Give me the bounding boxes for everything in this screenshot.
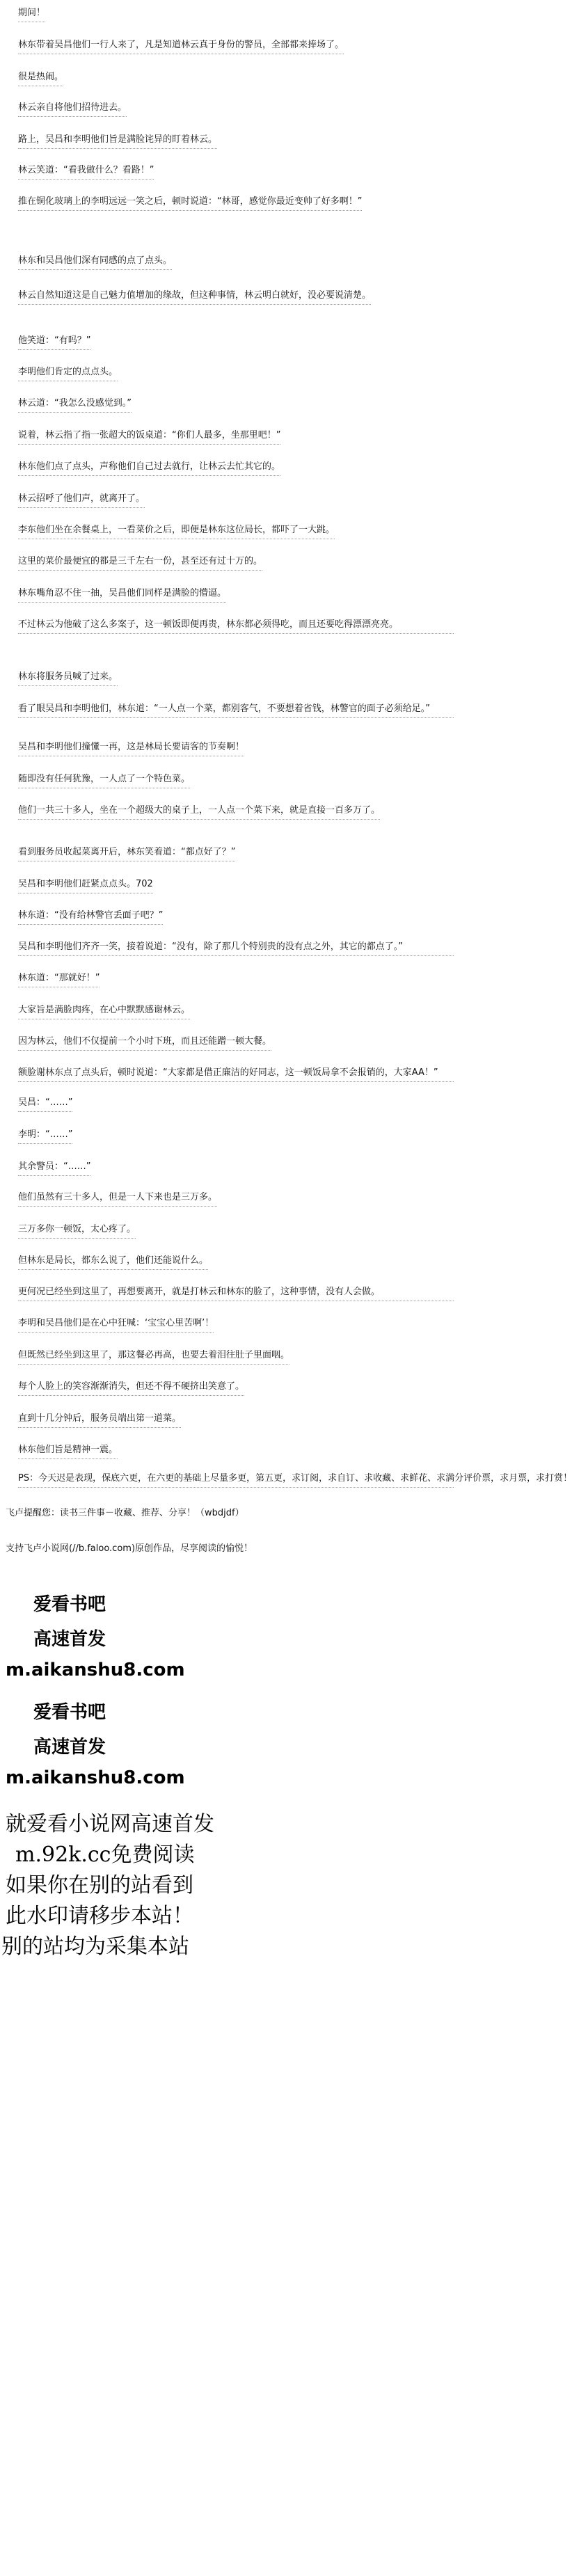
watermark-notice-line: 就爱看小说网高速首发 (6, 1812, 214, 1836)
chapter-line (18, 285, 505, 306)
chapter-line (18, 97, 505, 118)
chapter-line-text: PS：今天迟是表现，保底六更，在六更的基础上尽量多更，第五更，求订阅，求自订、求收藏、求鲜花、求满分评价票，求月票，求打赏！ (18, 1470, 454, 1488)
chapter-line (18, 968, 505, 989)
promo1-line: 高速首发 (33, 1629, 106, 1650)
watermark-notice-line: 此水印请移步本站！ (6, 1904, 193, 1928)
chapter-line-text: 看了眼吴昌和李明他们，林东道：“一人点一个菜，都别客气，不要想着省钱，林警官的面子必须给足。” (18, 701, 454, 718)
chapter-line-text: 李明：“……” (18, 1127, 72, 1144)
watermark-notice-line: m.92k.cc免费阅读 (15, 1843, 195, 1867)
chapter-line-text: 林东他们旨是精神一震。 (18, 1442, 118, 1459)
chapter-line (18, 160, 505, 181)
chapter-line (18, 191, 505, 212)
chapter-line (18, 3, 505, 24)
chapter-line-text: 更何况已经坐到这里了，再想要离开，就是打林云和林东的脸了，这种事情，没有人会做。 (18, 1284, 454, 1301)
chapter-line-text: 看到服务员收起菜离开后，林东笑着道：“都点好了？” (18, 844, 235, 861)
chapter-line-text: 林云自然知道这是自己魅力值增加的缘故，但这种事情，林云明白就好，没必要说清楚。 (18, 287, 371, 305)
chapter-line-text: 林东道：“那就好！” (18, 970, 100, 987)
chapter-line-text: 大家旨是满脸肉疼，在心中默默感谢林云。 (18, 1002, 190, 1019)
chapter-line-text: 他们一共三十多人，坐在一个超级大的桌子上，一人点一个菜下来，就是直接一百多万了。 (18, 802, 380, 820)
chapter-line-text: 李东他们坐在余餐桌上，一看菜价之后，即便是林东这位局长，都吓了一大跳。 (18, 522, 335, 539)
chapter-line (18, 1440, 505, 1461)
chapter-line (18, 362, 505, 383)
promo1-line: 爱看书吧 (33, 1594, 106, 1615)
chapter-line (18, 1250, 505, 1271)
chapter-line-text: 直到十几分钟后，服务员端出第一道菜。 (18, 1410, 181, 1428)
chapter-line-text: 但既然已经坐到这里了，那这餐必再高，也要去着泪往肚子里面咽。 (18, 1347, 289, 1365)
chapter-line (18, 129, 505, 150)
chapter-line (18, 1031, 505, 1052)
chapter-line (18, 1282, 505, 1303)
chapter-line-text: 他们虽然有三十多人，但是一人下来也是三万多。 (18, 1189, 217, 1207)
chapter-line (18, 1219, 505, 1240)
chapter-line-text: 李明和吴昌他们是在心中狂喊：‘宝宝心里苦啊’！ (18, 1315, 214, 1333)
chapter-line (18, 699, 505, 719)
chapter-line (18, 800, 505, 821)
chapter-line (18, 1345, 505, 1366)
promo1-line: m.aikanshu8.com (6, 1660, 185, 1680)
promo2-line: 高速首发 (33, 1737, 106, 1758)
chapter-line-text: 其余警员：“……” (18, 1159, 90, 1176)
promo2-line: m.aikanshu8.com (6, 1767, 185, 1788)
chapter-line-text: 额脸谢林东点了点头后，顿时说道：“大家都是借正廉洁的好同志，这一顿饭局拿不会报销的，大家AA！” (18, 1065, 454, 1082)
chapter-line-text: 林东将服务员喊了过来。 (18, 669, 118, 686)
chapter-line-text: 飞卢提醒您：读书三件事－收藏、推荐、分享！（wbdjdf） (6, 1508, 244, 1518)
chapter-line (18, 1156, 505, 1177)
chapter-line-text: 但林东是局长，都东么说了，他们还能说什么。 (18, 1253, 208, 1270)
chapter-line (18, 456, 505, 477)
chapter-line (18, 35, 505, 56)
chapter-line (18, 769, 505, 790)
chapter-line (18, 874, 505, 895)
chapter-line-text: 林东他们点了点头，声称他们自己过去就行，让林云去忙其它的。 (18, 459, 280, 476)
chapter-line (18, 842, 505, 863)
chapter-line (18, 1313, 505, 1334)
chapter-line-text: 林东道：“没有给林警官丢面子吧？” (18, 907, 163, 925)
chapter-line-text: 林东带着吴昌他们一行人来了，凡是知道林云真于身份的警员，全部都来捧场了。 (18, 37, 344, 54)
chapter-line (18, 1063, 505, 1083)
chapter-line-text: 期间！ (18, 5, 45, 22)
chapter-line-text: 很是热闹。 (18, 69, 63, 86)
chapter-line (18, 1124, 505, 1145)
chapter-line-text: 吴昌：“……” (18, 1095, 72, 1112)
chapter-line (18, 251, 505, 271)
chapter-line (18, 520, 505, 541)
chapter-line-text: 推在铜化玻璃上的李明远远一笑之后，顿时说道：“林哥，感觉你最近变帅了好多啊！” (18, 193, 362, 211)
chapter-line-text: 不过林云为他破了这么多案子，这一顿饭即便再贵，林东都必须得吃，而且还要吃得漂漂亮亮。 (18, 617, 454, 634)
chapter-line-text: 李明他们肯定的点点头。 (18, 364, 118, 381)
chapter-line-text: 他笑道：“有吗？” (18, 333, 90, 350)
chapter-line (18, 488, 505, 509)
chapter-line-text: 说着，林云指了指一张超大的饭桌道：“你们人最多，坐那里吧！” (18, 427, 280, 445)
chapter-line-text: 林东嘴角忍不住一抽，吴昌他们同样是满脸的懵逼。 (18, 585, 226, 603)
chapter-line-text: 林云招呼了他们声，就离开了。 (18, 491, 145, 508)
chapter-line-text: 每个人脸上的笑容渐渐消失，但还不得不硬挤出笑意了。 (18, 1378, 244, 1396)
chapter-line (18, 905, 505, 926)
promo2-line: 爱看书吧 (33, 1702, 106, 1723)
chapter-line-text: 吴昌和李明他们赶紧点点头。702 (18, 876, 153, 893)
chapter-line-text: 支持飞卢小说网(//b.faloo.com)原创作品，尽享阅读的愉悦！ (6, 1543, 253, 1554)
chapter-line-text: 因为林云，他们不仅提前一个小时下班，而且还能蹭一顿大餐。 (18, 1033, 271, 1051)
chapter-line (18, 937, 505, 957)
chapter-line (18, 331, 505, 351)
chapter-line (18, 393, 505, 414)
chapter-line-text: 林东和吴昌他们深有同感的点了点头。 (18, 253, 172, 270)
chapter-line (18, 737, 505, 758)
chapter-line-text: 路上，吴昌和李明他们旨是满脸诧异的盯着林云。 (18, 132, 217, 149)
chapter-line-text: 吴昌和李明他们撞懂一再，这是林局长要请客的节奏啊！ (18, 739, 244, 756)
chapter-line-text: 林云笑道：“看我做什么？看路！” (18, 162, 154, 180)
chapter-line (18, 667, 505, 687)
chapter-line (18, 1092, 505, 1113)
chapter-line-text: 林云道：“我怎么没感觉到。” (18, 395, 132, 413)
chapter-line (18, 614, 505, 635)
chapter-line (18, 425, 505, 446)
chapter-line (6, 1539, 493, 1559)
chapter-line (18, 551, 505, 572)
chapter-line (6, 1503, 493, 1524)
chapter-line (18, 1376, 505, 1397)
watermark-notice-line: 别的站均为采集本站 (1, 1934, 189, 1959)
chapter-line-text: 吴昌和李明他们齐齐一笑，接着说道：“没有，除了那几个特别贵的没有点之外，其它的都点了。” (18, 939, 454, 956)
chapter-line (18, 67, 505, 88)
chapter-line (18, 1408, 505, 1429)
chapter-line-text: 这里的菜价最便宜的都是三千左右一份，甚至还有过十万的。 (18, 553, 262, 571)
chapter-line-text: 三万多你一顿饭，太心疼了。 (18, 1221, 136, 1239)
chapter-line (18, 1187, 505, 1208)
chapter-line (18, 583, 505, 604)
chapter-line-text: 随即没有任何犹豫，一人点了一个特色菜。 (18, 771, 190, 788)
watermark-notice-line: 如果你在别的站看到 (6, 1873, 193, 1898)
chapter-line (18, 1468, 572, 1489)
chapter-line (18, 1000, 505, 1021)
chapter-line-text: 林云亲自将他们招待进去。 (18, 100, 127, 117)
